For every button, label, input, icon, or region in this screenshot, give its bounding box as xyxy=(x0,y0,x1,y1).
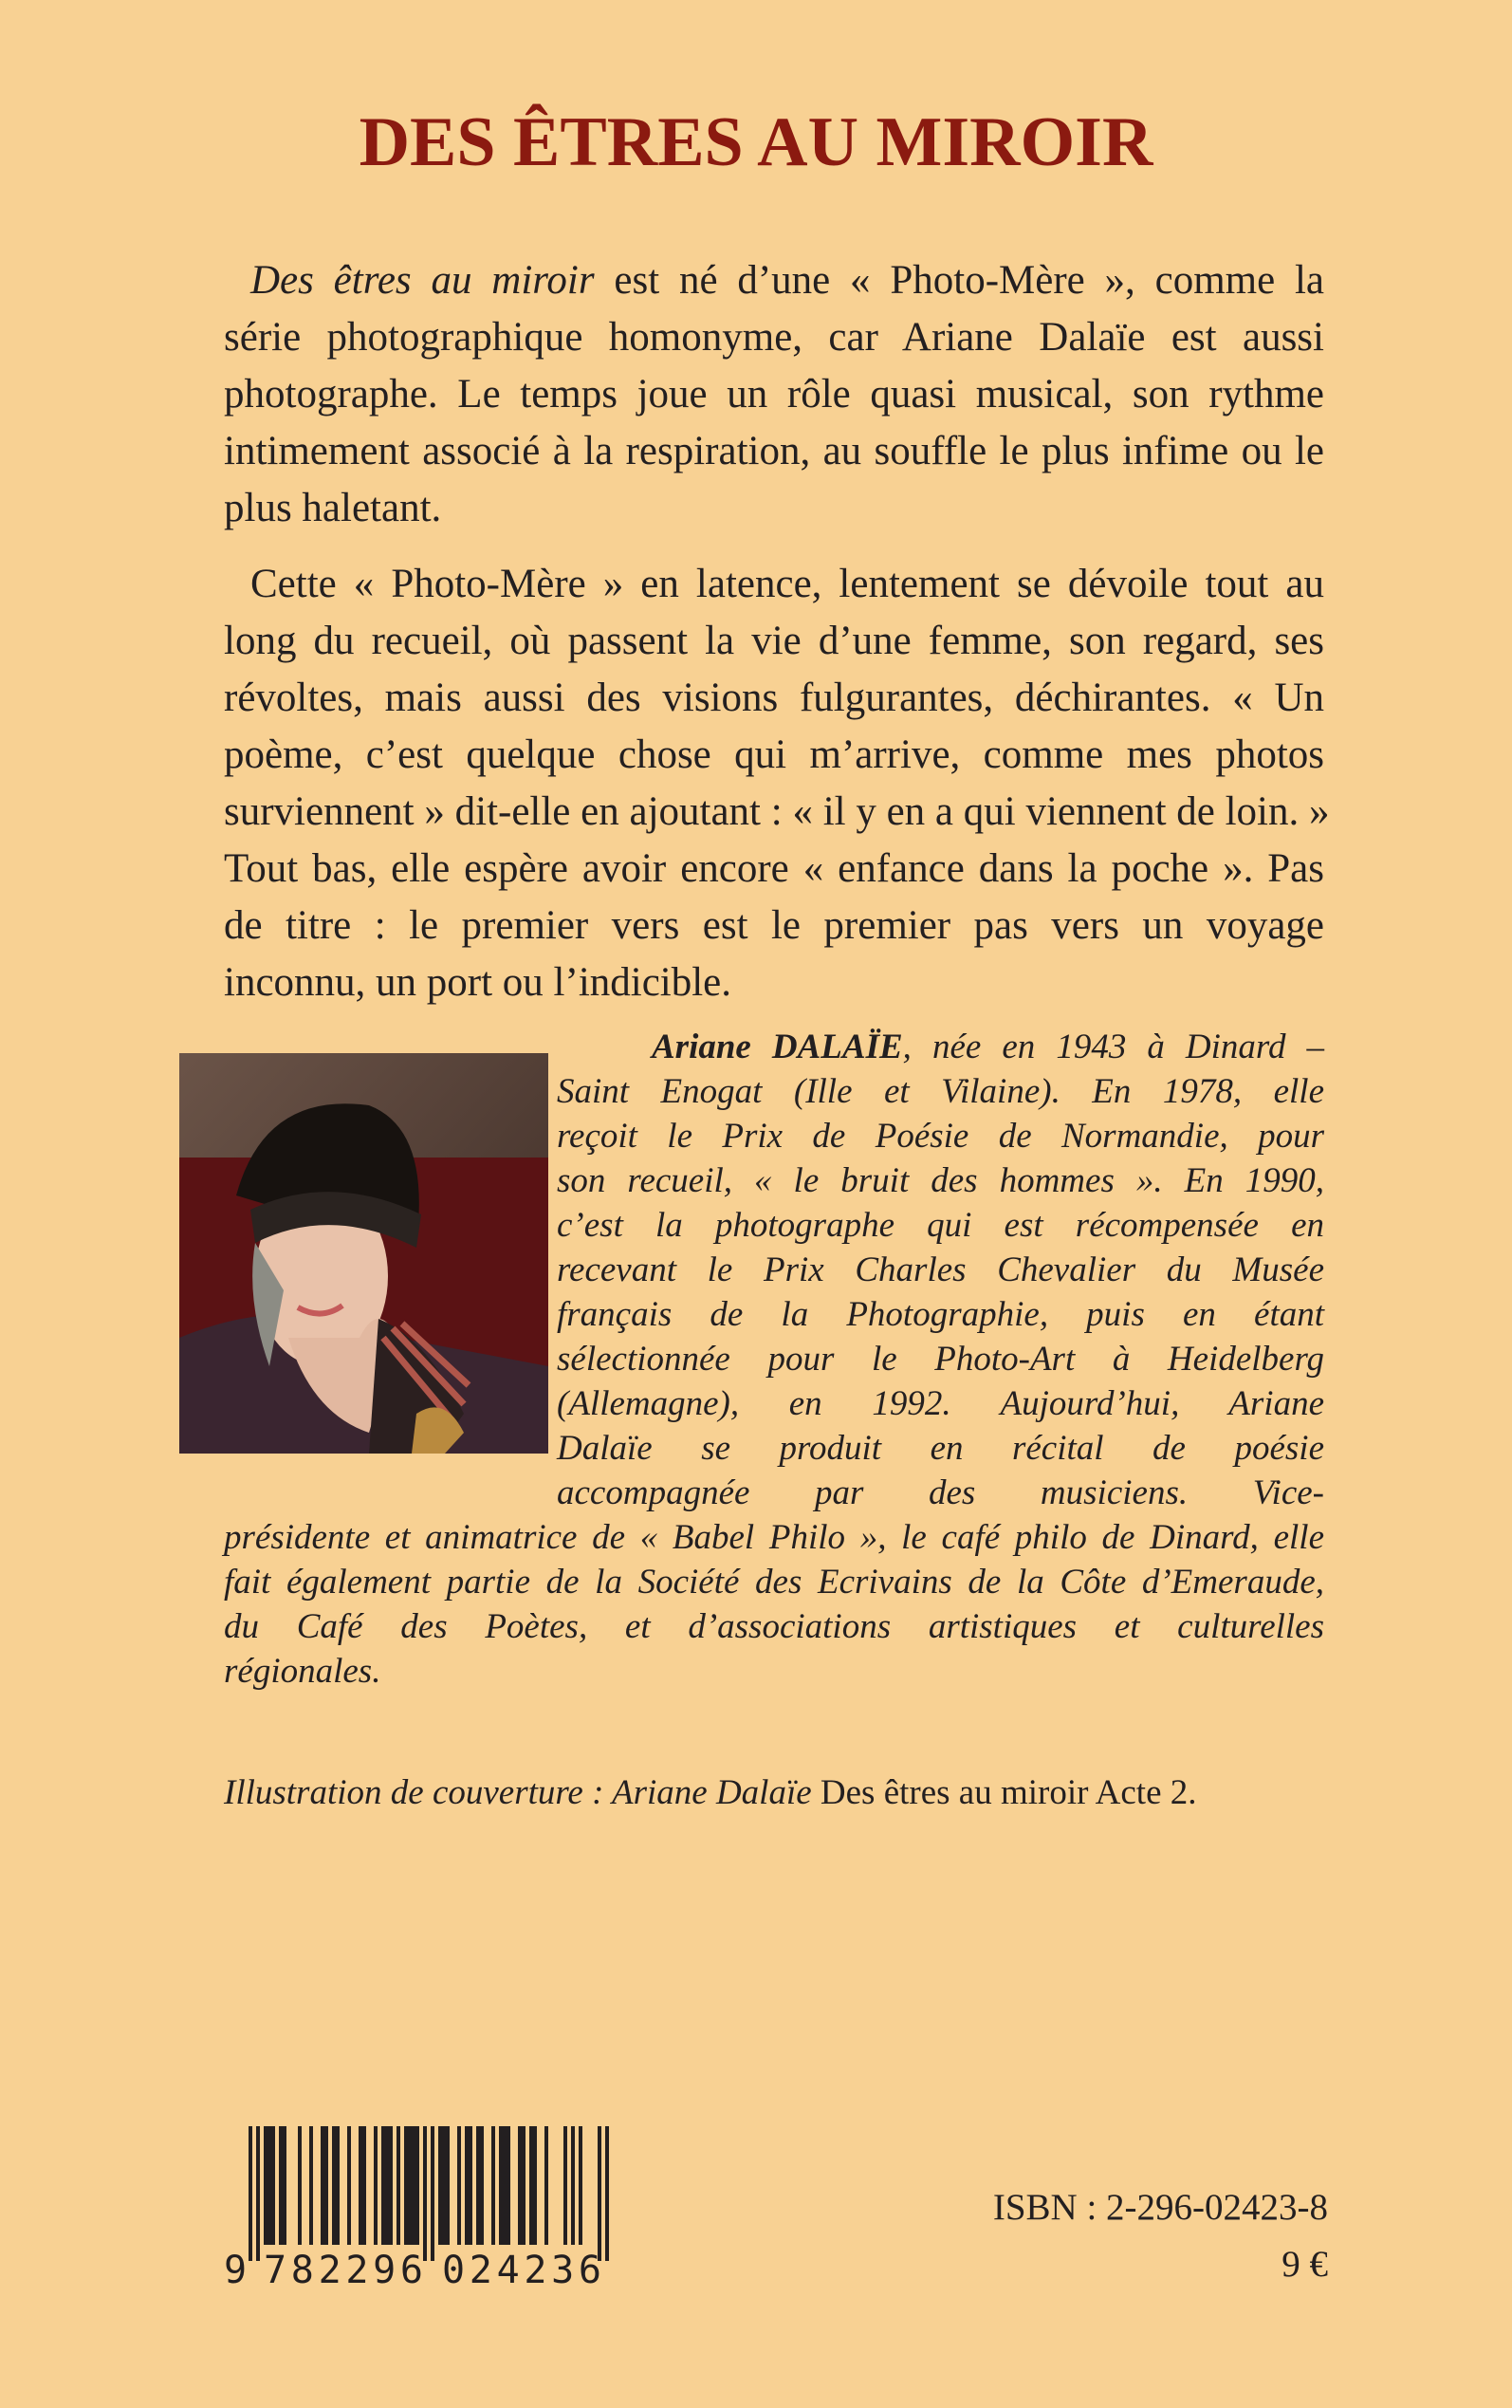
barcode-bar xyxy=(324,2126,328,2245)
barcode-bar xyxy=(598,2126,601,2261)
barcode-bar xyxy=(605,2126,609,2261)
bio-line: (Allemagne), en 1992. Aujourd’hui, Ariane xyxy=(557,1384,1324,1423)
credit-work: Des êtres au miroir Acte 2. xyxy=(811,1773,1197,1812)
author-bio-full xyxy=(224,1515,1324,1694)
author-bio-side xyxy=(557,1025,1324,1515)
barcode-bar xyxy=(423,2126,427,2261)
bio-line: présidente et animatrice de « Babel Philo », le café philo de Dinard, elle xyxy=(224,1518,1324,1557)
barcode-bar xyxy=(332,2126,336,2245)
isbn: ISBN : 2-296-02423-8 xyxy=(992,2187,1328,2228)
paragraph-line: long du recueil, où passent la vie d’une femme, son regard, ses xyxy=(224,619,1324,663)
description-paragraph-1 xyxy=(224,252,1324,537)
paragraph-line: poème, c’est quelque chose qui m’arrive, comme mes photos xyxy=(224,732,1324,777)
bio-line: du Café des Poètes, et d’associations artistiques et culturelles xyxy=(224,1607,1324,1646)
barcode-bar xyxy=(446,2126,450,2245)
paragraph-line xyxy=(224,252,1324,309)
barcode-bar xyxy=(491,2126,495,2245)
paragraph-line: intimement associé à la respiration, au souffle le plus infime ou le xyxy=(224,429,1324,473)
barcode-bar xyxy=(396,2126,400,2245)
barcode-bar xyxy=(347,2126,351,2245)
barcode-bar xyxy=(279,2126,283,2245)
barcode-bar xyxy=(389,2126,393,2245)
barcode-digits: 9 xyxy=(224,2249,248,2292)
barcode-bar xyxy=(271,2126,275,2245)
credit-label: Illustration de couverture : Ariane Dalaïe xyxy=(224,1773,812,1812)
bio-line: accompagnée par des musiciens. Vice- xyxy=(557,1473,1324,1512)
barcode-bar xyxy=(438,2126,442,2245)
bio-line: reçoit le Prix de Poésie de Normandie, pour xyxy=(557,1117,1324,1156)
book-title-italic: Des êtres au miroir xyxy=(250,258,595,303)
barcode-digits: 782296 xyxy=(264,2249,423,2292)
barcode-bar xyxy=(336,2126,340,2245)
barcode-bar xyxy=(298,2126,302,2245)
barcode-bar xyxy=(359,2126,362,2245)
paragraph-line: de titre : le premier vers est le premier pas vers un voyage xyxy=(224,903,1324,948)
description-paragraph-2 xyxy=(224,556,1330,1011)
barcode xyxy=(224,2123,613,2299)
barcode-bar xyxy=(533,2126,537,2245)
barcode-bar xyxy=(267,2126,271,2245)
barcode-bar xyxy=(465,2126,469,2245)
bio-line: c’est la photographe qui est récompensée en xyxy=(557,1206,1324,1245)
barcode-graphic xyxy=(224,2123,613,2294)
price: 9 € xyxy=(1282,2244,1328,2285)
barcode-bar xyxy=(362,2126,366,2245)
bio-line: Saint Enogat (Ille et Vilaine). En 1978, elle xyxy=(557,1072,1324,1111)
bio-line: sélectionnée pour le Photo-Art à Heidelberg xyxy=(557,1340,1324,1379)
paragraph-line: photographe. Le temps joue un rôle quasi musical, son rythme xyxy=(224,372,1324,417)
barcode-bar xyxy=(381,2126,385,2245)
book-title: DES ÊTRES AU MIROIR xyxy=(359,103,1153,181)
barcode-digits: 024236 xyxy=(442,2249,601,2292)
barcode-bar xyxy=(507,2126,510,2245)
barcode-bar xyxy=(442,2126,446,2245)
barcode-bar xyxy=(518,2126,522,2245)
barcode-bar xyxy=(544,2126,548,2245)
barcode-bar xyxy=(457,2126,461,2245)
barcode-bar xyxy=(476,2126,480,2245)
barcode-bar xyxy=(503,2126,507,2245)
barcode-bar xyxy=(374,2126,378,2245)
paragraph-line: Tout bas, elle espère avoir encore « enfance dans la poche ». Pas xyxy=(224,846,1324,891)
bio-line xyxy=(557,1025,1324,1069)
line-text: est né d’une « Photo-Mère », comme la xyxy=(594,258,1324,303)
barcode-bar xyxy=(480,2126,484,2245)
paragraph-line: plus haletant. xyxy=(224,486,442,530)
barcode-bar xyxy=(309,2126,313,2245)
barcode-bar xyxy=(579,2126,582,2245)
author-name: Ariane DALAÏE xyxy=(652,1028,903,1066)
paragraph-line: Cette « Photo-Mère » en latence, lentement se dévoile tout au xyxy=(250,562,1324,606)
barcode-bar xyxy=(499,2126,503,2245)
barcode-bar xyxy=(256,2126,260,2261)
barcode-bar xyxy=(283,2126,286,2245)
barcode-bar xyxy=(321,2126,324,2245)
cover-illustration-credit xyxy=(224,1772,1197,1813)
paragraph-line: inconnu, un port ou l’indicible. xyxy=(224,960,732,1005)
bio-line: Dalaïe se produit en récital de poésie xyxy=(557,1429,1324,1468)
barcode-bar xyxy=(431,2126,434,2261)
barcode-bar xyxy=(264,2126,267,2245)
bio-line: français de la Photographie, puis en étant xyxy=(557,1295,1324,1334)
bio-line: recevant le Prix Charles Chevalier du Musée xyxy=(557,1250,1324,1289)
paragraph-line: surviennent » dit-elle en ajoutant : « il y en a qui viennent de loin. » xyxy=(224,789,1330,834)
line-text: , née en 1943 à Dinard – xyxy=(902,1028,1324,1066)
paragraph-line: révoltes, mais aussi des visions fulgurantes, déchirantes. « Un xyxy=(224,676,1324,720)
barcode-bar xyxy=(415,2126,419,2245)
barcode-bar xyxy=(404,2126,408,2245)
barcode-bar xyxy=(469,2126,472,2245)
barcode-bar xyxy=(529,2126,533,2245)
paragraph-line: série photographique homonyme, car Ariane Dalaïe est aussi xyxy=(224,315,1324,360)
barcode-bar xyxy=(563,2126,567,2245)
barcode-bar xyxy=(408,2126,412,2245)
barcode-bar xyxy=(571,2126,575,2245)
barcode-bar xyxy=(522,2126,526,2245)
author-bio xyxy=(224,1025,1324,1694)
bio-line: son recueil, « le bruit des hommes ». En 1990, xyxy=(557,1161,1324,1200)
barcode-bar xyxy=(412,2126,415,2245)
barcode-bar xyxy=(249,2126,252,2261)
bio-line: fait également partie de la Société des Ecrivains de la Côte d’Emeraude, xyxy=(224,1563,1324,1602)
barcode-bar xyxy=(385,2126,389,2245)
bio-line: régionales. xyxy=(224,1652,381,1691)
